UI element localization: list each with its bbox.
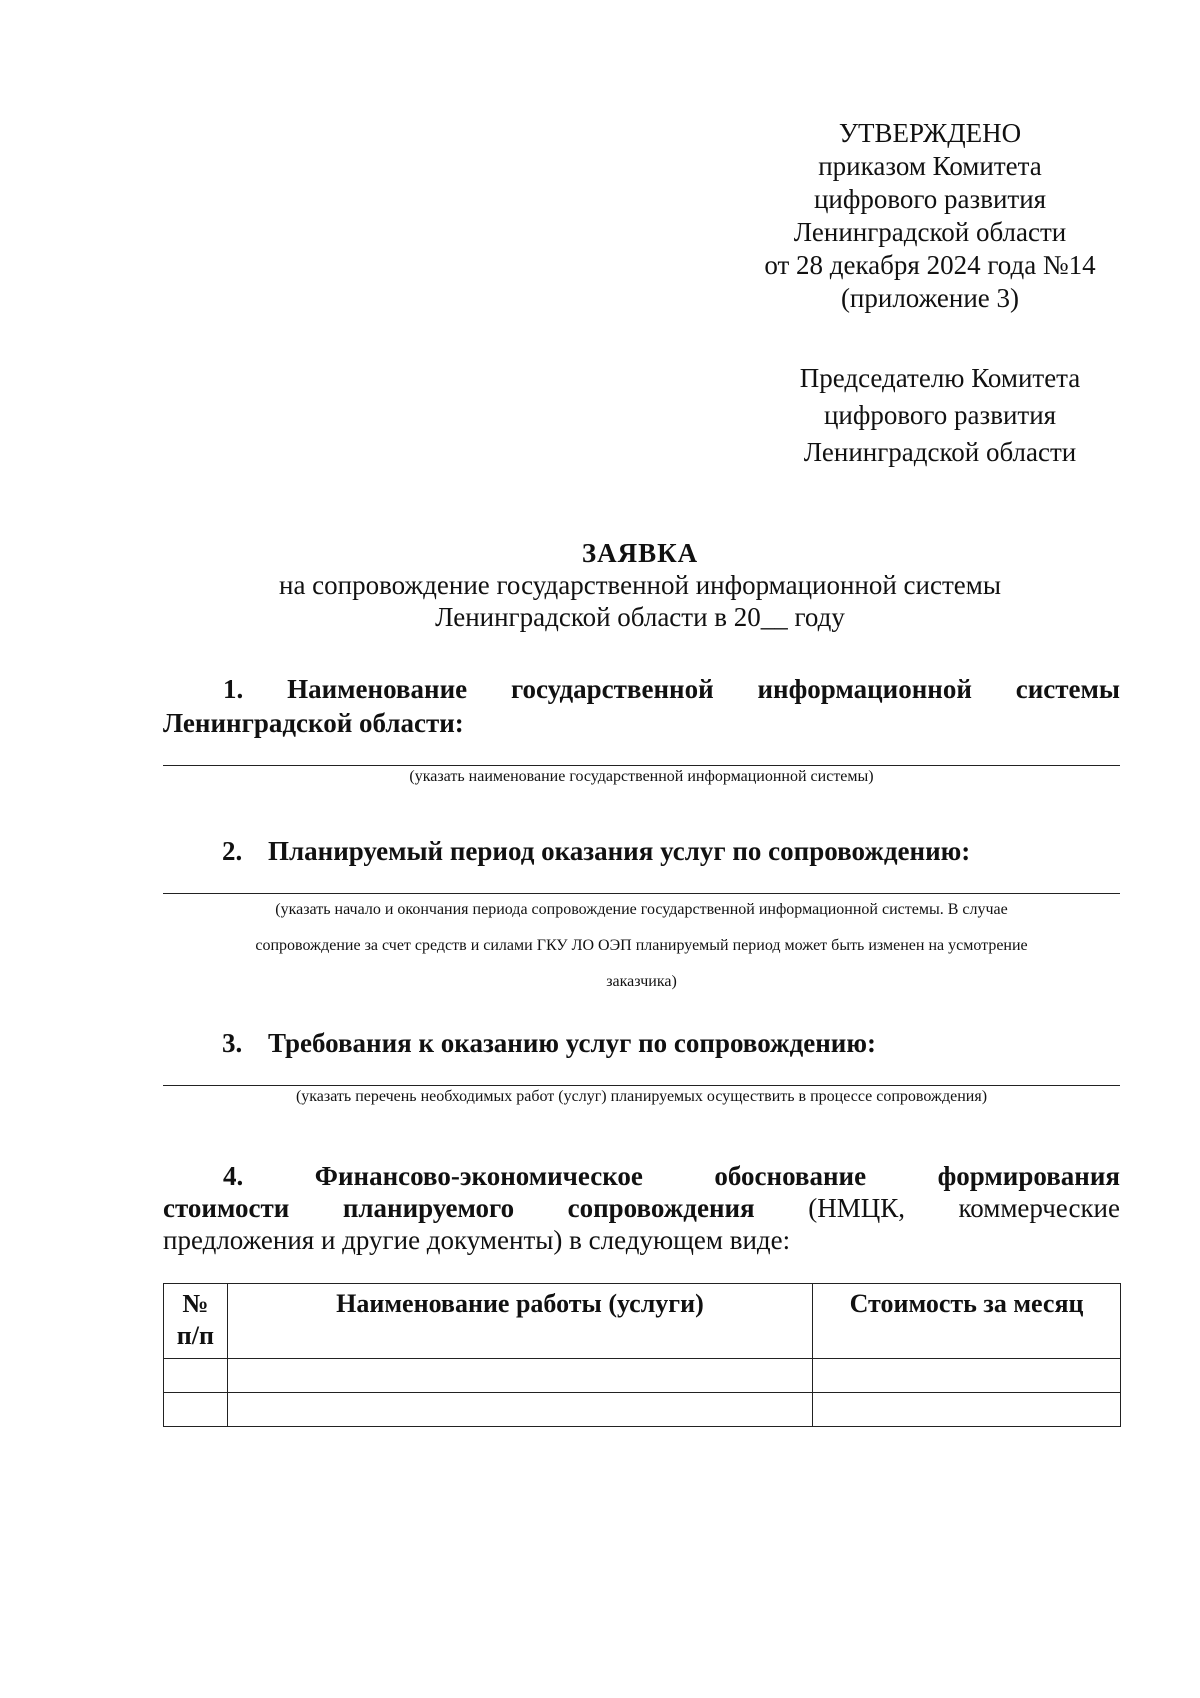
table-cell-number[interactable] bbox=[164, 1359, 228, 1393]
section-4-line bbox=[163, 1192, 1120, 1224]
approval-line: цифрового развития bbox=[813, 184, 1047, 214]
column-header-work-name: Наименование работы (услуги) bbox=[227, 1284, 812, 1359]
table-cell-number[interactable] bbox=[164, 1393, 228, 1427]
section-2-number: 2. bbox=[222, 836, 243, 866]
document-title: ЗАЯВКА bbox=[581, 538, 699, 568]
document-subtitle: Ленинградской области в 20__ году bbox=[435, 602, 845, 632]
section-3-heading bbox=[222, 1026, 1122, 1060]
column-header-number-line: п/п bbox=[176, 1321, 214, 1350]
approval-appendix: (приложение 3) bbox=[840, 283, 1020, 313]
approval-stamp-block bbox=[700, 117, 1160, 315]
cost-table bbox=[163, 1283, 1121, 1427]
requirements-fill-line[interactable] bbox=[163, 1085, 1120, 1086]
section-1-heading bbox=[163, 672, 1120, 740]
table-cell-work-name[interactable] bbox=[227, 1393, 812, 1427]
document-subtitle: на сопровождение государственной информационной системы bbox=[279, 570, 1001, 600]
addressee-block bbox=[760, 360, 1120, 471]
section-1-line: Ленинградской области: bbox=[163, 708, 464, 738]
section-1-hint: (указать наименование государственной информационной системы) bbox=[409, 768, 874, 785]
table-row bbox=[164, 1359, 1121, 1393]
section-4-bold-part: стоимости планируемого сопровождения bbox=[163, 1193, 755, 1223]
section-3-number: 3. bbox=[222, 1028, 243, 1058]
section-3-hint: (указать перечень необходимых работ (услуг) планируемых осуществить в процессе сопровождения) bbox=[295, 1088, 988, 1105]
approval-line: Ленинградской области bbox=[793, 217, 1067, 247]
table-row bbox=[164, 1393, 1121, 1427]
table-cell-monthly-cost[interactable] bbox=[813, 1393, 1121, 1427]
addressee-line: Ленинградской области bbox=[803, 437, 1077, 467]
column-header-number-line: № bbox=[182, 1289, 209, 1318]
section-2-heading bbox=[222, 834, 1122, 868]
section-4-line: предложения и другие документы) в следующем виде: bbox=[163, 1225, 791, 1255]
section-4-heading bbox=[163, 1160, 1120, 1256]
section-2-hint-line: сопровождение за счет средств и силами ГКУ ЛО ОЭП планируемый период может быть изменен на усмотрение bbox=[255, 937, 1028, 954]
approval-order-date: от 28 декабря 2024 года №14 bbox=[764, 250, 1096, 280]
column-header-number bbox=[164, 1284, 228, 1359]
section-2-hint-line: заказчика) bbox=[606, 973, 677, 990]
section-2-hint-line: (указать начало и окончания периода сопровождение государственной информационной системы. В случае bbox=[275, 901, 1008, 918]
addressee-line: Председателю Комитета bbox=[799, 363, 1081, 393]
approval-heading: УТВЕРЖДЕНО bbox=[838, 118, 1022, 148]
approval-line: приказом Комитета bbox=[818, 151, 1042, 181]
addressee-line: цифрового развития bbox=[823, 400, 1057, 430]
section-4-line: 4. Финансово-экономическое обоснование формирования bbox=[223, 1161, 1120, 1191]
section-1-line: 1. Наименование государственной информационной системы bbox=[223, 674, 1120, 704]
table-cell-monthly-cost[interactable] bbox=[813, 1359, 1121, 1393]
document-title-block bbox=[160, 537, 1120, 633]
section-2-text: Планируемый период оказания услуг по сопровождению: bbox=[268, 836, 971, 866]
section-2-hint bbox=[163, 892, 1120, 1000]
system-name-fill-line[interactable] bbox=[163, 765, 1120, 766]
section-3-text: Требования к оказанию услуг по сопровождению: bbox=[268, 1028, 876, 1058]
section-4-rest-part: (НМЦК, коммерческие bbox=[754, 1193, 1120, 1223]
column-header-monthly-cost: Стоимость за месяц bbox=[813, 1284, 1121, 1359]
table-header-row bbox=[164, 1284, 1121, 1359]
table-cell-work-name[interactable] bbox=[227, 1359, 812, 1393]
